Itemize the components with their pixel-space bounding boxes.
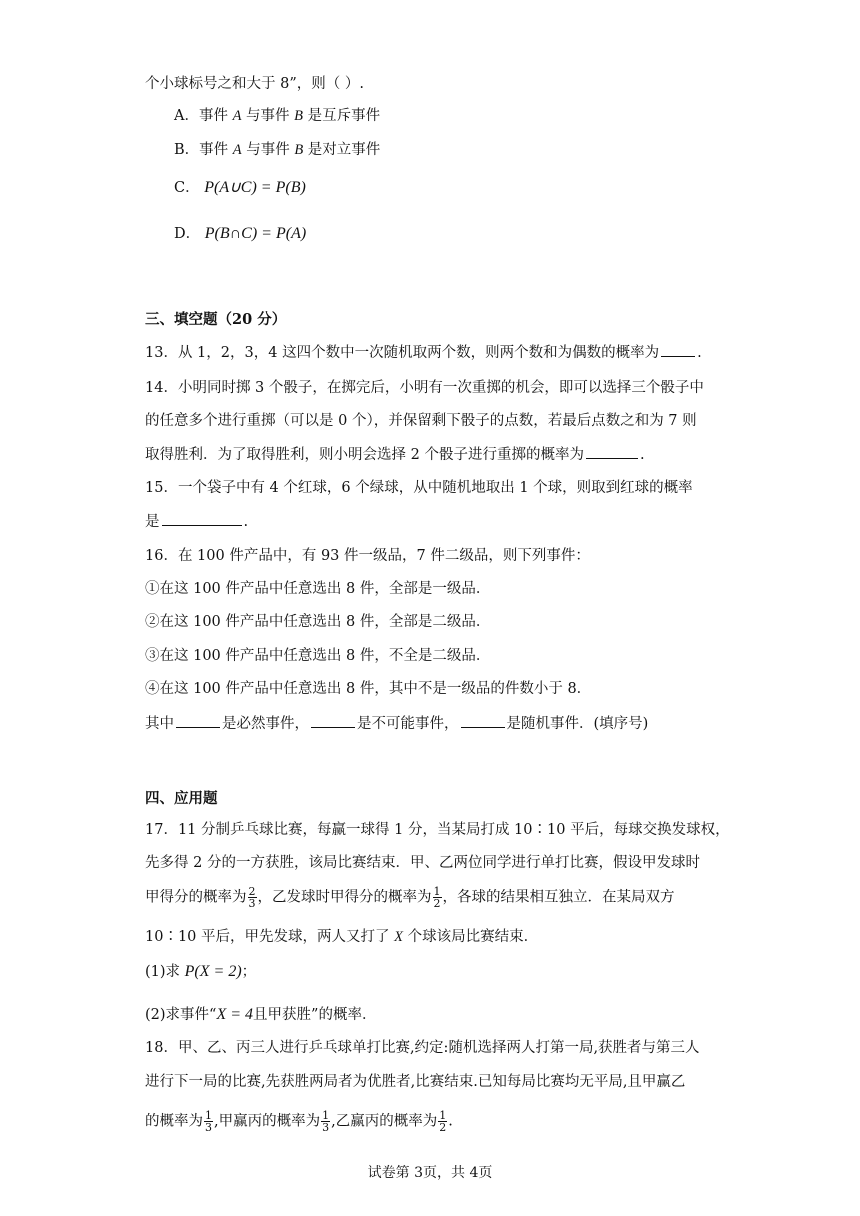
q18-frac1-den: 3 xyxy=(205,1121,212,1134)
q17-line-4-b: 个球该局比赛结束． xyxy=(402,929,539,945)
option-a-text-1: 事件 xyxy=(198,108,233,124)
option-b-label: B． xyxy=(174,142,200,158)
q17-line-3-a: 甲得分的概率为 xyxy=(145,889,247,906)
page-footer: 试卷第 3页，共 4页 xyxy=(367,1165,493,1181)
q17-line-4 xyxy=(145,927,538,947)
q12-tail: 个小球标号之和大于 8”，则（ ）. xyxy=(145,76,364,92)
q17-var-x: X xyxy=(394,929,403,945)
q17-fraction-1-2 xyxy=(433,886,442,909)
q18-fraction-1 xyxy=(204,1110,213,1133)
q17-line-3 xyxy=(145,886,675,909)
q16-last-b: 是必然事件， xyxy=(222,716,309,732)
q16-last-d: 是随机事件．(填序号) xyxy=(506,716,649,732)
q16-blank-1[interactable] xyxy=(176,713,220,728)
q17-sub-2-formula: X = 4 xyxy=(216,1006,254,1023)
q14-line-1: 14．小明同时掷 3 个骰子，在掷完后，小明有一次重掷的机会，即可以选择三个骰子中 xyxy=(145,380,704,396)
q18-line-3-a: 的概率为 xyxy=(145,1113,203,1130)
q17-frac2-den: 2 xyxy=(433,897,441,910)
q17-sub-2 xyxy=(145,1005,376,1025)
option-a-var-a: A xyxy=(232,108,242,124)
option-b-text-1: 事件 xyxy=(199,142,233,158)
q18-line-3-b: ,甲赢丙的概率为 xyxy=(214,1113,321,1130)
option-b xyxy=(174,140,380,160)
q16-item-3: ③在这 100 件产品中任意选出 8 件，不全是二级品． xyxy=(145,648,491,664)
q17-sub-1-formula: P(X = 2) xyxy=(184,963,242,980)
q17-frac1-den: 3 xyxy=(248,897,256,910)
q17-fraction-2-3 xyxy=(248,886,257,909)
q18-fraction-3 xyxy=(438,1110,447,1133)
option-a-text-2: 与事件 xyxy=(241,108,295,124)
q16-item-1: ①在这 100 件产品中任意选出 8 件，全部是一级品． xyxy=(145,581,491,597)
option-c xyxy=(174,178,306,198)
q18-frac3-den: 2 xyxy=(439,1121,447,1134)
q14-line-3-text: 取得胜利．为了取得胜利，则小明会选择 2 个骰子进行重掷的概率为 xyxy=(145,447,584,463)
q17-frac1-num: 2 xyxy=(248,885,256,898)
q18-line-1: 18．甲、乙、丙三人进行乒乓球单打比赛,约定:随机选择两人打第一局,获胜者与第三人 xyxy=(145,1040,700,1056)
q15-end: . xyxy=(243,514,249,530)
q16-last-line xyxy=(145,713,648,734)
q17-line-4-a: 10∶10 平后，甲先发球，两人又打了 xyxy=(145,929,395,945)
q13-end: . xyxy=(697,345,702,361)
q18-fraction-2 xyxy=(321,1110,330,1133)
q18-frac1-num: 1 xyxy=(205,1109,212,1122)
option-b-text-3: 是对立事件 xyxy=(303,142,381,158)
q18-line-3-c: ,乙赢丙的概率为 xyxy=(331,1113,438,1130)
q15-line-2 xyxy=(145,511,248,532)
q18-line-2: 进行下一局的比赛,先获胜两局者为优胜者,比赛结束.已知每局比赛均无平局,且甲赢乙 xyxy=(145,1074,686,1090)
q16-item-2: ②在这 100 件产品中任意选出 8 件，全部是二级品． xyxy=(145,614,491,630)
q18-frac2-num: 1 xyxy=(322,1109,330,1122)
option-a-label: A． xyxy=(174,108,199,124)
option-a xyxy=(174,106,380,126)
q14-line-2: 的任意多个进行重掷（可以是 0 个），并保留剩下骰子的点数，若最后点数之和为 7 则 xyxy=(145,413,697,429)
q17-sub-1-a: (1)求 xyxy=(145,964,185,980)
q17-line-3-c: ，各球的结果相互独立．在某局双方 xyxy=(442,889,675,906)
q18-frac3-num: 1 xyxy=(439,1109,447,1122)
q16-line-1: 16．在 100 件产品中，有 93 件一级品，7 件二级品，则下列事件： xyxy=(145,548,590,564)
q14-line-3 xyxy=(145,444,645,465)
section-4-title: 四、应用题 xyxy=(145,790,218,807)
option-c-label: C． xyxy=(174,180,200,196)
q15-line-2-text: 是 xyxy=(145,514,160,530)
option-d-formula: P(B∩C) = P(A) xyxy=(204,225,307,242)
q18-frac2-den: 3 xyxy=(322,1121,330,1134)
q17-sub-2-b: 且甲获胜”的概率． xyxy=(253,1007,377,1023)
option-b-var-b: B xyxy=(294,142,304,158)
q16-blank-2[interactable] xyxy=(311,713,355,728)
q14-answer-blank[interactable] xyxy=(586,444,638,459)
option-b-var-a: A xyxy=(232,142,242,158)
option-a-var-b: B xyxy=(294,108,304,124)
q15-answer-blank[interactable] xyxy=(162,511,242,526)
section-3-title: 三、填空题（20 分） xyxy=(145,311,287,328)
option-b-text-2: 与事件 xyxy=(241,142,295,158)
q17-sub-1-b: ； xyxy=(241,964,257,980)
q17-frac2-num: 1 xyxy=(433,885,441,898)
q16-item-4: ④在这 100 件产品中任意选出 8 件，其中不是一级品的件数小于 8． xyxy=(145,681,592,697)
q13-text: 13．从 1，2，3，4 这四个数中一次随机取两个数，则两个数和为偶数的概率为 xyxy=(145,345,660,361)
q17-line-1: 17．11 分制乒乓球比赛，每赢一球得 1 分，当某局打成 10∶10 平后，每球交换发球权， xyxy=(145,822,730,838)
option-d xyxy=(174,224,306,244)
q17-line-2: 先多得 2 分的一方获胜，该局比赛结束．甲、乙两位同学进行单打比赛，假设甲发球时 xyxy=(145,855,700,871)
q13 xyxy=(145,342,702,363)
q18-line-3-d: . xyxy=(448,1113,453,1130)
q17-sub-2-a: (2)求事件“ xyxy=(145,1007,217,1023)
q15-line-1: 15．一个袋子中有 4 个红球，6 个绿球，从中随机地取出 1 个球，则取到红球的概率 xyxy=(145,480,693,496)
q13-answer-blank[interactable] xyxy=(661,342,695,357)
q17-line-3-b: ，乙发球时甲得分的概率为 xyxy=(257,889,432,906)
option-a-text-3: 是互斥事件 xyxy=(303,108,381,124)
q17-sub-1 xyxy=(145,962,256,982)
q18-line-3 xyxy=(145,1110,453,1133)
option-d-label: D． xyxy=(174,226,201,242)
option-c-formula: P(A∪C) = P(B) xyxy=(204,179,306,196)
q16-last-c: 是不可能事件， xyxy=(357,716,459,732)
q14-end: . xyxy=(639,447,645,463)
q16-last-a: 其中 xyxy=(145,716,174,732)
q16-blank-3[interactable] xyxy=(461,713,505,728)
